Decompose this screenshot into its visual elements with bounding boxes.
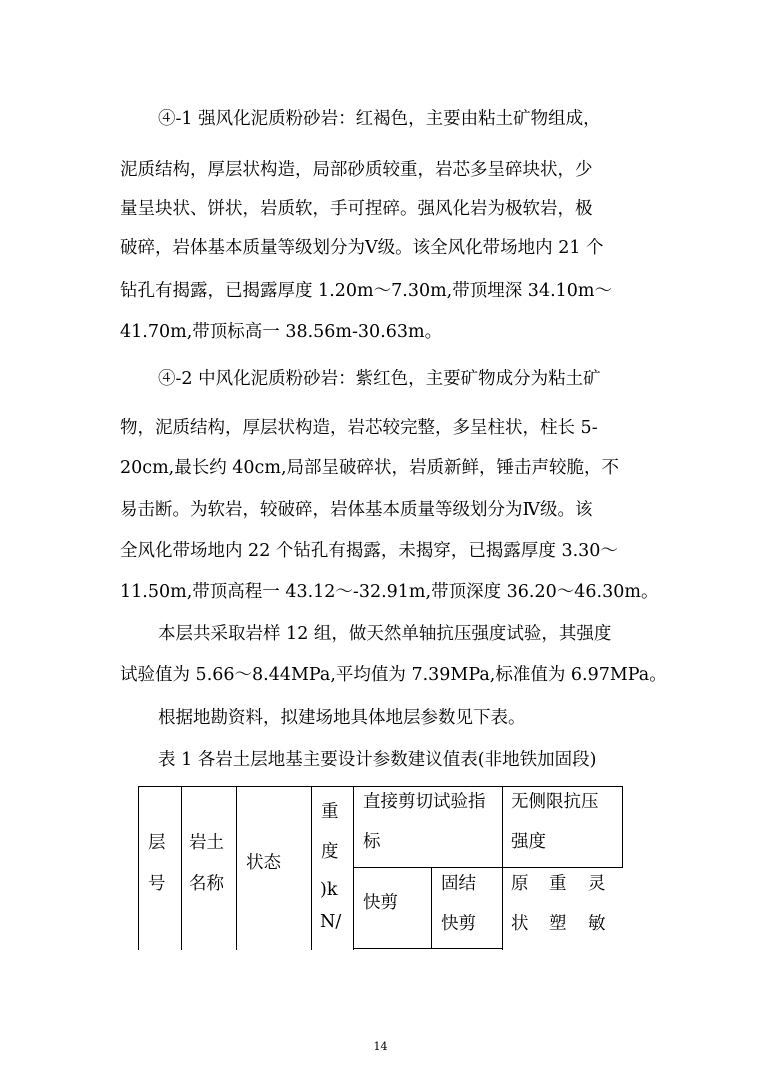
table-border-right	[622, 786, 623, 868]
p2-line-5: 全风化带场地内 22 个钻孔有揭露，未揭穿，已揭露厚度 3.30～	[120, 541, 618, 561]
header-direct-shear-1: 直接剪切试验指	[363, 792, 486, 812]
table-col-divider-6	[502, 786, 503, 950]
p1-line-6: 41.70m,带顶标高一 38.56m-30.63m。	[120, 322, 443, 342]
header-unconfined-2: 强度	[511, 832, 546, 852]
table-border-top	[138, 786, 623, 787]
paragraph-4: 根据地勘资料，拟建场地具体地层参数见下表。	[158, 708, 526, 728]
p1-line-4: 破碎，岩体基本质量等级划分为Ⅴ级。该全风化带场地内 21 个	[120, 238, 604, 258]
p2-line-6: 11.50m,带顶高程一 43.12～-32.91m,带顶深度 36.20～46.30m。	[120, 582, 659, 602]
table-col-divider-5	[431, 867, 432, 949]
header-quick-shear: 快剪	[363, 893, 398, 913]
header-layer-no-2: 号	[148, 874, 166, 894]
header-state: 状态	[246, 853, 281, 873]
p1-line-3: 量呈块状、饼状，岩质软，手可捏碎。强风化岩为极软岩，极	[120, 199, 593, 219]
table-col-divider-3	[311, 786, 312, 950]
header-unit-weight-4: N/	[320, 912, 342, 932]
header-unit-weight-1: 重	[321, 802, 339, 822]
p1-line-5: 钻孔有揭露，已揭露厚度 1.20m～7.30m,带顶埋深 34.10m～	[120, 281, 612, 301]
header-consolidated-quick-shear-1: 固结	[441, 874, 476, 894]
p3-line-1: 本层共采取岩样 12 组，做天然单轴抗压强度试验，其强度	[158, 624, 612, 644]
table-caption: 表 1 各岩土层地基主要设计参数建议值表(非地铁加固段)	[158, 750, 597, 770]
header-sensitivity-2: 敏	[588, 914, 606, 934]
table-subheader-rule	[353, 867, 623, 868]
header-consolidated-quick-shear-2: 快剪	[441, 914, 476, 934]
p2-line-4: 易击断。为软岩，较破碎，岩体基本质量等级划分为Ⅳ级。该	[120, 500, 593, 520]
page-number: 14	[373, 1040, 388, 1053]
header-remolded-2: 塑	[549, 914, 567, 934]
table-col-divider-4	[353, 786, 354, 950]
header-unit-weight-2: 度	[321, 842, 339, 862]
p2-line-1: ④-2 中风化泥质粉砂岩：紫红色，主要矿物成分为粘土矿	[158, 369, 601, 389]
header-remolded-1: 重	[549, 874, 567, 894]
p1-line-1: ④-1 强风化泥质粉砂岩：红褐色，主要由粘土矿物组成，	[158, 109, 601, 129]
header-unconfined-1: 无侧限抗压	[511, 792, 599, 812]
table-border-left	[138, 786, 139, 950]
table-subheader-bottom-rule	[353, 948, 502, 949]
header-original-1: 原	[511, 874, 529, 894]
header-direct-shear-2: 标	[363, 832, 381, 852]
p1-line-2: 泥质结构，厚层状构造，局部砂质较重，岩芯多呈碎块状，少	[120, 160, 593, 180]
header-unit-weight-3: )k	[320, 880, 338, 900]
header-layer-no-1: 层	[148, 833, 166, 853]
p2-line-3: 20cm,最长约 40cm,局部呈破碎状，岩质新鲜，锤击声较脆，不	[120, 458, 620, 478]
header-rock-name-2: 名称	[189, 874, 224, 894]
header-rock-name-1: 岩土	[189, 833, 224, 853]
header-sensitivity-1: 灵	[588, 874, 606, 894]
table-col-divider-1	[181, 786, 182, 950]
p2-line-2: 物，泥质结构，厚层状构造，岩芯较完整，多呈柱状，柱长 5-	[120, 418, 598, 438]
table-col-divider-2	[236, 786, 237, 950]
p3-line-2: 试验值为 5.66～8.44MPa,平均值为 7.39MPa,标准值为 6.97MPa。	[120, 665, 667, 685]
header-original-2: 状	[511, 914, 529, 934]
